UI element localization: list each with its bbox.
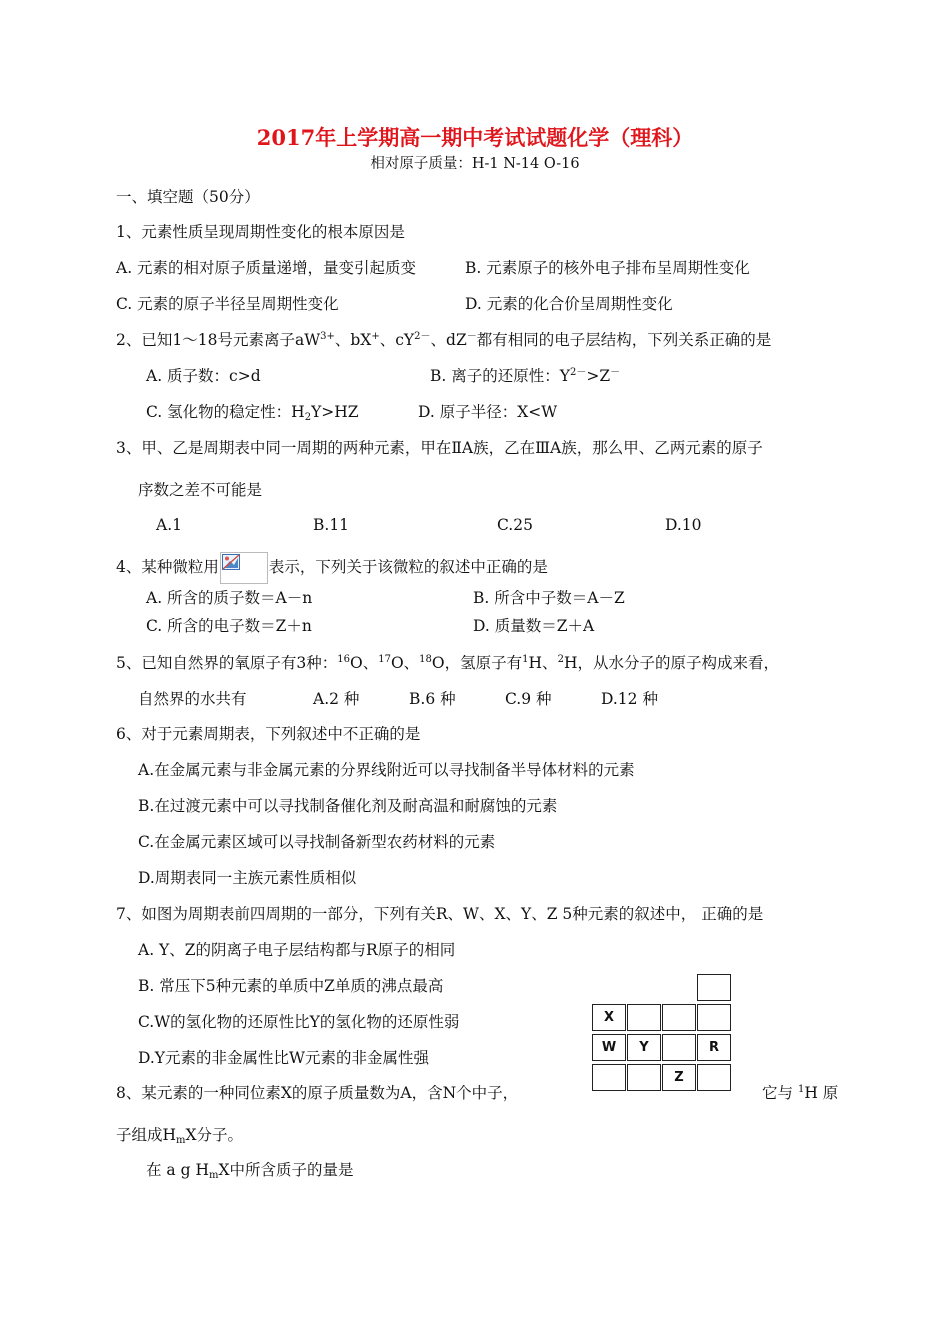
q4-option-b: B. 所含中子数＝A－Z: [473, 589, 625, 607]
q4-option-d: D. 质量数＝Z＋A: [473, 617, 595, 635]
q4-option-c: C. 所含的电子数＝Z＋n: [146, 617, 312, 635]
table-cell-empty: [697, 1064, 731, 1091]
atomic-mass-note: 相对原子质量：H-1 N-14 O-16: [370, 156, 580, 172]
table-cell-empty: [627, 1004, 661, 1031]
table-cell-empty: [697, 974, 731, 1001]
section-heading: 一、填空题（50分）: [116, 188, 260, 206]
q5-stem-line2: 自然界的水共有: [138, 690, 247, 708]
q3-option-d: D.10: [665, 516, 702, 534]
q7-stem: 7、如图为周期表前四周期的一部分，下列有关R、W、X、Y、Z 5种元素的叙述中， 正确的是: [116, 905, 764, 923]
q2-option-d: D. 原子半径：X<W: [418, 403, 558, 421]
q8-stem-line1: 8、某元素的一种同位素X的原子质量数为A，含N个中子，: [116, 1084, 519, 1102]
q8-stem-line3: 在 a g $H_mX$中所含质子的量是: [146, 1161, 354, 1181]
table-cell-empty: [697, 1004, 731, 1031]
q3-stem-line2: 序数之差不可能是: [138, 481, 263, 499]
table-cell-empty: [627, 1064, 661, 1091]
q4-stem: 4、某种微粒用 表示，下列关于该微粒的叙述中正确的是: [116, 552, 548, 584]
table-cell-w: W: [592, 1034, 626, 1061]
q2-option-c: C. 氢化物的稳定性：$H_2Y>HZ$: [146, 403, 359, 423]
q1-option-d: D. 元素的化合价呈周期性变化: [465, 295, 673, 313]
q3-option-c: C.25: [497, 516, 533, 534]
q7-option-a: A. Y、Z的阴离子电子层结构都与R原子的相同: [138, 941, 456, 959]
q1-option-a: A. 元素的相对原子质量递增，量变引起质变: [116, 259, 417, 277]
q5-option-a: A.2 种: [313, 690, 360, 708]
q1-option-c: C. 元素的原子半径呈周期性变化: [116, 295, 339, 313]
table-cell-empty: [592, 1064, 626, 1091]
q6-option-d: D.周期表同一主族元素性质相似: [138, 869, 357, 887]
q3-stem-line1: 3、甲、乙是周期表中同一周期的两种元素，甲在ⅡA族，乙在ⅢA族，那么甲、乙两元素的原子: [116, 439, 763, 457]
q1-stem: 1、元素性质呈现周期性变化的根本原因是: [116, 223, 405, 241]
q6-option-b: B.在过渡元素中可以寻找制备催化剂及耐高温和耐腐蚀的元素: [138, 797, 558, 815]
q7-option-b: B. 常压下5种元素的单质中Z单质的沸点最高: [138, 977, 444, 995]
q6-option-a: A.在金属元素与非金属元素的分界线附近可以寻找制备半导体材料的元素: [138, 761, 635, 779]
q4-option-a: A. 所含的质子数＝A－n: [146, 589, 313, 607]
q2-option-a: A. 质子数：c>d: [146, 367, 261, 385]
q8-stem-line1-end: 它与 $^1$H 原: [762, 1084, 839, 1102]
table-cell-y: Y: [627, 1034, 661, 1061]
table-cell-z: Z: [662, 1064, 696, 1091]
q3-option-b: B.11: [313, 516, 350, 534]
q3-option-a: A.1: [156, 516, 182, 534]
q8-stem-line2: 子组成$H_mX$分子。: [116, 1126, 244, 1146]
q5-stem-line1: 5、已知自然界的氧原子有3种：$^{16}$O、$^{17}$O、$^{18}$O，氢原子有$^1$H、$^2$H，从水分子的原子构成来看，: [116, 654, 779, 672]
table-cell-empty: [662, 1034, 696, 1061]
q6-stem: 6、对于元素周期表，下列叙述中不正确的是: [116, 725, 421, 743]
q2-stem: 2、已知1～18号元素离子$aW^{3+}$、bX+、$cY^{2-}$、dZ－都有相同的电子层结构，下列关系正确的是: [116, 331, 772, 349]
page-title: 2017年上学期高一期中考试试题化学（理科）: [256, 125, 694, 150]
table-cell-empty: [662, 1004, 696, 1031]
q5-option-d: D.12 种: [601, 690, 658, 708]
q1-option-b: B. 元素原子的核外电子排布呈周期性变化: [465, 259, 750, 277]
q6-option-c: C.在金属元素区域可以寻找制备新型农药材料的元素: [138, 833, 496, 851]
table-cell-r: R: [697, 1034, 731, 1061]
q7-option-d: D.Y元素的非金属性比W元素的非金属性强: [138, 1049, 429, 1067]
q7-option-c: C.W的氢化物的还原性比Y的氢化物的还原性弱: [138, 1013, 460, 1031]
q5-option-b: B.6 种: [409, 690, 456, 708]
q2-option-b: B. 离子的还原性：$Y^{2-}>Z^-$: [430, 367, 621, 385]
q5-option-c: C.9 种: [505, 690, 552, 708]
table-cell-x: X: [592, 1004, 626, 1031]
broken-image-icon: [220, 552, 268, 584]
